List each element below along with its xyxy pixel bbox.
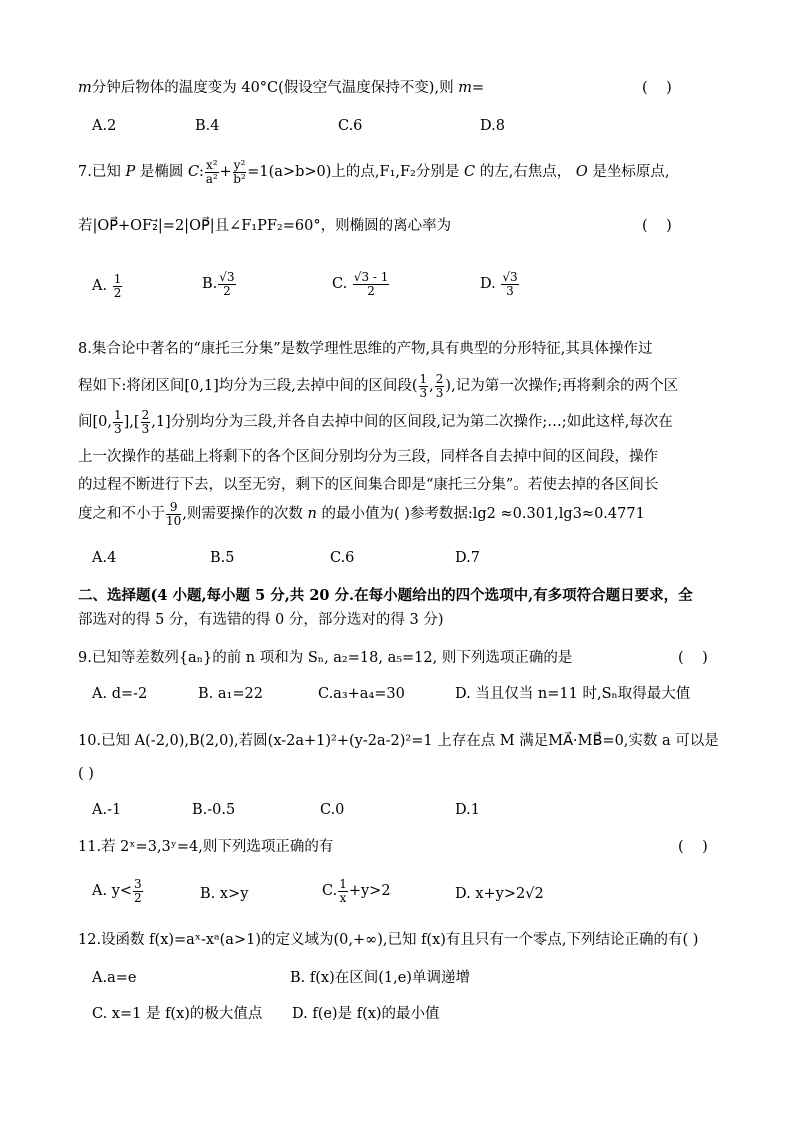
- q6-var-m-eq: m=: [458, 80, 485, 96]
- q10-answer-paren: ( ): [78, 766, 94, 782]
- q8-line1: 8.集合论中著名的“康托三分集”是数学理性思维的产物,具有典型的分形特征,其具体操作过: [78, 341, 653, 357]
- q12-option-d: D. f(e)是 f(x)的最小值: [292, 1006, 440, 1022]
- q11-option-b: B. x>y: [200, 886, 249, 902]
- q11-option-c: C. $\frac{1}{x}$ +y>2: [322, 876, 391, 905]
- q7-prefix: 7.已知: [78, 164, 121, 180]
- section2-heading-line2: 部选对的得 5 分，有选错的得 0 分，部分选对的得 3 分): [78, 612, 444, 628]
- q10-option-a: A.-1: [92, 802, 122, 818]
- q7-option-a: A. $\frac{1}{2}$: [92, 271, 122, 300]
- q6-option-d: D.8: [480, 118, 505, 134]
- q6-option-b: B.4: [195, 118, 220, 134]
- q7-var-o: O: [575, 164, 588, 180]
- q8-line5: 的过程不断进行下去，以至无穷，剩下的区间集合即是“康托三分集”。若使去掉的各区间长: [78, 477, 659, 493]
- q7-eq: =1(a>b>0)上的点,F₁,F₂分别是: [247, 164, 460, 180]
- q9-option-c: C.a₃+a₄=30: [318, 686, 405, 702]
- q9-option-b: B. a₁=22: [198, 686, 263, 702]
- q7-option-d: D. $\frac{√3}{3}$: [480, 269, 518, 298]
- q6-answer-paren: ( ): [642, 80, 672, 96]
- q7-frac-x: $\frac{\text{x²}}{\text{a²}}$: [205, 157, 218, 186]
- q7-end: 是坐标原点,: [592, 164, 670, 180]
- q8-option-a: A.4: [92, 550, 117, 566]
- q10-option-c: C.0: [320, 802, 345, 818]
- q12-stem: 12.设函数 f(x)=aˣ-xᵃ(a>1)的定义域为(0,+∞),已知 f(x)有且只有一个零点,下列结论正确的有( ): [78, 932, 699, 948]
- section2-heading-line1: 二、选择题(4 小题,每小题 5 分,共 20 分.在每小题给出的四个选项中,有多项符合题日要求，全: [78, 587, 693, 604]
- q7-option-c: C. $\frac{√3 - 1}{2}$: [332, 269, 389, 298]
- q11-option-a: A. y< $\frac{3}{2}$: [92, 876, 142, 905]
- q8-line3: 间[0, $\frac{1}{3}$ ],[ $\frac{2}{3}$ ,1]分别均分为三段,并各自去掉中间的区间段,记为第二次操作;…;如此这样,每次在: [78, 407, 673, 436]
- q7-tail: 的左,右焦点，: [479, 164, 572, 180]
- q10-stem: 10.已知 A(-2,0),B(2,0),若圆(x-2a+1)²+(y-2a-2)²=1 上存在点 M 满足MA⃗·MB⃗=0,实数 a 可以是: [78, 733, 719, 749]
- q9-stem: 9.已知等差数列{aₙ}的前 n 项和为 Sₙ, a₂=18, a₅=12, 则下列选项正确的是: [78, 650, 573, 666]
- q6-option-a: A.2: [92, 118, 117, 134]
- q7-stem-line1: 7.已知 P 是椭圆 C: $\frac{\text{x²}}{\text{a²}}$ + $\frac{\text{y²}}{\text{b²}}$ =1(a>b>0)上的点,F₁,F₂分别是 C 的左,右焦点， O 是坐标原点,: [78, 157, 670, 186]
- q8-line6: 度之和不小于 $\frac{9}{10}$ ,则需要操作的次数 n 的最小值为( )参考数据:lg2 ≈0.301,lg3≈0.4771: [78, 499, 645, 528]
- q8-option-c: C.6: [330, 550, 355, 566]
- q6-var-m: m: [78, 80, 92, 96]
- q12-option-c: C. x=1 是 f(x)的极大值点: [92, 1006, 263, 1022]
- q7-mid: 是椭圆: [139, 164, 184, 180]
- q7-answer-paren: ( ): [642, 218, 672, 234]
- q12-option-a: A.a=e: [92, 970, 137, 986]
- q8-line4: 上一次操作的基础上将剩下的各个区间分别均分为三段，同样各自去掉中间的区间段，操作: [78, 449, 658, 465]
- q9-answer-paren: ( ): [678, 650, 708, 666]
- q10-option-d: D.1: [455, 802, 480, 818]
- q8-option-d: D.7: [455, 550, 480, 566]
- q9-option-d: D. 当且仅当 n=11 时,Sₙ取得最大值: [455, 686, 691, 702]
- q7-stem-line2: 若|OP⃗+OF₂⃗|=2|OP⃗|且∠F₁PF₂=60°，则椭圆的离心率为: [78, 218, 452, 234]
- q6-option-c: C.6: [338, 118, 363, 134]
- q8-line2: 程如下:将闭区间[0,1]均分为三段,去掉中间的区间段( $\frac{1}{3}$ , $\frac{2}{3}$ ),记为第一次操作;再将剩余的两个区: [78, 371, 679, 400]
- q11-option-d: D. x+y>2√2: [455, 886, 544, 902]
- q7-frac-y: $\frac{\text{y²}}{\text{b²}}$: [233, 157, 246, 186]
- q8-option-b: B.5: [210, 550, 235, 566]
- q10-option-b: B.-0.5: [192, 802, 236, 818]
- q9-option-a: A. d=-2: [92, 686, 148, 702]
- q7-var-c: C: [187, 164, 200, 180]
- q11-answer-paren: ( ): [678, 839, 708, 855]
- q7-var-c2: C: [463, 164, 476, 180]
- q6-stem: [78, 78, 484, 98]
- q6-stem-text: 分钟后物体的温度变为 40°C(假设空气温度保持不变),则: [91, 80, 454, 96]
- q11-stem: 11.若 2ˣ=3,3ʸ=4,则下列选项正确的有: [78, 839, 334, 855]
- q12-option-b: B. f(x)在区间(1,e)单调递增: [290, 970, 470, 986]
- q7-option-b: B. $\frac{√3}{2}$: [202, 269, 235, 298]
- q7-var-p: P: [125, 164, 136, 180]
